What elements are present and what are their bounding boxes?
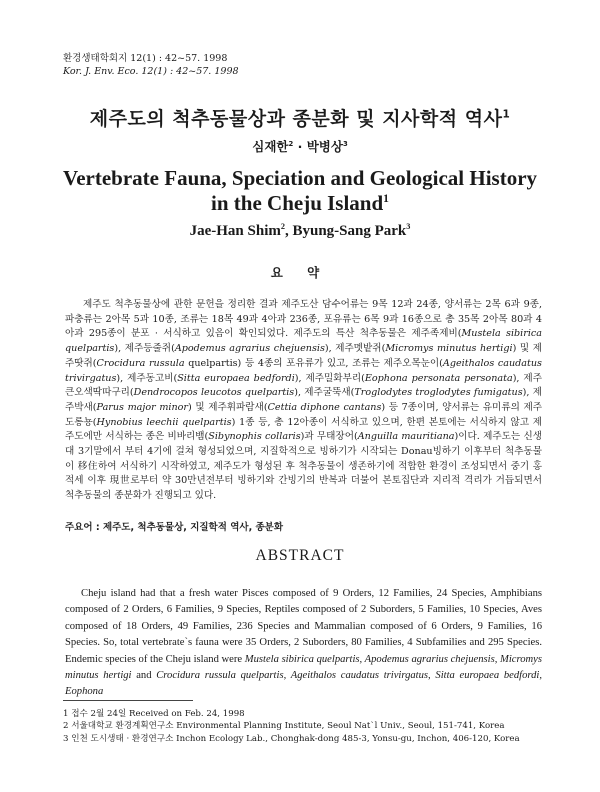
summary-text: ), 제주등줄쥐( <box>114 343 175 355</box>
summary-species-name: Parus major minor <box>96 401 189 413</box>
english-author-2: Byung-Sang Park <box>292 223 407 239</box>
footnote-3: 3 인천 도시생태 · 환경연구소 Inchon Ecology Lab., Chonghak-dong 485-3, Yonsu-gu, Inchon, 406-120, Korea <box>63 733 520 744</box>
summary-text: ), 제주큰오색딱따구리( <box>65 372 542 399</box>
summary-text: ), 제주굴뚝새( <box>294 387 355 399</box>
summary-text: quelpartis) 등 4종의 포유류가 있고, 조류는 제주오목눈이( <box>184 357 443 369</box>
summary-species-name: Crocidura russula <box>96 357 185 369</box>
summary-species-name: Anguilla mauritiana <box>357 431 455 443</box>
journal-citation <box>63 52 239 78</box>
summary-species-name: Ageithalos caudatus trivirgatus <box>65 357 542 384</box>
korean-author-2: 박병상 <box>306 139 343 154</box>
summary-text: ) 등 7종이며, 양서류는 유미류의 제주도롱뇽( <box>65 401 542 428</box>
summary-text: ), 제주멧밭쥐( <box>324 343 386 355</box>
abstract-paragraph <box>65 586 542 701</box>
footnote-divider <box>63 700 193 701</box>
english-title-line-2-wrap <box>0 191 600 216</box>
summary-species-name: Apodemus agrarius chejuensis <box>174 343 325 355</box>
summary-species-name: Dendrocopos leucotos quelpartis <box>133 387 295 399</box>
abstract-text: Cheju island had that a fresh water Pisces composed of 9 Orders, 12 Families, 24 Species, Amphibians composed of 2 Orders, 6 Families, 9 Species, Reptiles composed of 2 Suborders, 5 Families, 10 Species, Aves composed of 18 Orders, 49 Families, 236 Species and Mammalian composed of 6 Orders, 9 Families, 16 Species. So, total vertebrate`s fauna were 35 Orders, 2 Suborders, 80 Families, 4 Subfamilies and 295 Species. Endemic species of the Cheju island were <box>65 588 542 665</box>
summary-species-name: Sibynophis collaris <box>208 431 301 443</box>
english-authors <box>0 223 600 240</box>
korean-authors <box>0 137 600 155</box>
journal-citation-ko: 환경생태학회지 12(1) : 42~57. 1998 <box>63 53 228 64</box>
summary-species-name: Mustela sibirica quelpartis <box>65 328 543 355</box>
abstract-species-name: Mustela sibirica quelpartis, Apodemus agrarius chejuensis, Micromys minutus hertigi <box>65 653 542 682</box>
summary-text: ), 제주박새( <box>65 387 542 413</box>
summary-text: )과 무태장어( <box>300 431 358 443</box>
summary-species-name: Cettia diphone cantans <box>267 401 382 413</box>
summary-heading: 요 약 <box>270 265 330 280</box>
summary-text: ), 제주밀화부리( <box>294 372 365 384</box>
footnote-1: 1 접수 2월 24일 Received on Feb. 24, 1998 <box>63 709 245 719</box>
korean-author-1: 심재한 <box>252 139 289 154</box>
korean-title-footnote-mark: 1 <box>502 108 511 121</box>
korean-title <box>0 104 600 131</box>
summary-text: ) 1종 등, 총 12아종이 서식하고 있으며, 한편 본토에는 서식하지 않고 제주도에만 서식하는 종은 비바리뱀( <box>65 416 543 443</box>
english-title <box>0 166 600 216</box>
korean-author-2-mark: 3 <box>342 139 348 148</box>
korean-author-1-mark: 2 <box>288 139 294 148</box>
english-title-footnote-mark: 1 <box>383 193 389 205</box>
korean-summary-paragraph <box>65 298 542 504</box>
summary-text: )이다. 제주도는 신생대 3기말에서 부터 4기에 걸쳐 형성되었으며, 지질학적으로 빙하기가 시작되는 Donau빙하기 이후부터 척추동물이 移住하여 서식하기 시작하였고, 제주도가 형성된 후 척추동물이 생존하기에 적합한 환경이 조성되면서 중기 홍적세 이후 現世로부터 약 30만년전부터 빙하기와 간빙기의 반복과 더불어 본토집단과 지리적 격리가 거듭되면서 척추동물의 종분화가 진행되고 있다. <box>65 431 542 502</box>
abstract-species-name: Crocidura russula quelpartis, Ageithalos caudatus trivirgatus, Sitta europaea bedfordi, Eophona <box>65 670 543 698</box>
summary-species-name: Micromys minutus hertigi <box>385 343 513 355</box>
english-title-line-2: in the Cheju Island <box>211 191 384 215</box>
summary-species-name: Hynobius leechii quelpartis <box>96 416 232 428</box>
english-author-2-mark: 3 <box>406 222 411 231</box>
journal-citation-en: Kor. J. Env. Eco. 12(1) : 42~57. 1998 <box>63 66 239 77</box>
summary-text: 제주도 척추동물상에 관한 문헌을 정리한 결과 제주도산 담수어류는 9목 12과 24종, 양서류는 2목 6과 9종, 파충류는 2아목 5과 10종, 조류는 18목 49과 4아과 236종, 포유류는 6목 9과 16종으로 총 35목 2아목 80과 4아과 295종이 분포 · 서식하고 있음이 확인되었다. 제주도의 특산 척추동물은 제주족제비( <box>65 299 542 340</box>
summary-text: ), 제주동고비( <box>116 372 178 384</box>
korean-title-text: 제주도의 척추동물상과 종분화 및 지사학적 역사 <box>89 108 503 130</box>
english-author-1-mark: 2 <box>280 222 285 231</box>
korean-author-separator: · <box>293 139 307 154</box>
keywords: 주요어 : 제주도, 척추동물상, 지질학적 역사, 종분화 <box>65 522 284 533</box>
footnotes <box>63 708 520 745</box>
summary-text: ) 및 제주휘파람새( <box>188 401 268 413</box>
footnote-2: 2 서울대학교 환경계획연구소 Environmental Planning Institute, Seoul Nat`l Univ., Seoul, 151-741, Korea <box>63 721 505 732</box>
english-author-1: Jae-Han Shim <box>189 223 281 239</box>
english-title-line-1: Vertebrate Fauna, Speciation and Geological History <box>62 166 538 190</box>
summary-species-name: Troglodytes troglodytes fumigatus <box>354 387 523 399</box>
summary-text: ) 및 제주땃쥐( <box>65 343 542 369</box>
english-author-separator: , <box>284 223 293 239</box>
abstract-heading: ABSTRACT <box>255 547 345 564</box>
summary-species-name: Sitta europaea bedfordi <box>177 372 295 384</box>
abstract-text: and <box>131 670 157 682</box>
summary-species-name: Eophona personata personata <box>364 372 513 384</box>
